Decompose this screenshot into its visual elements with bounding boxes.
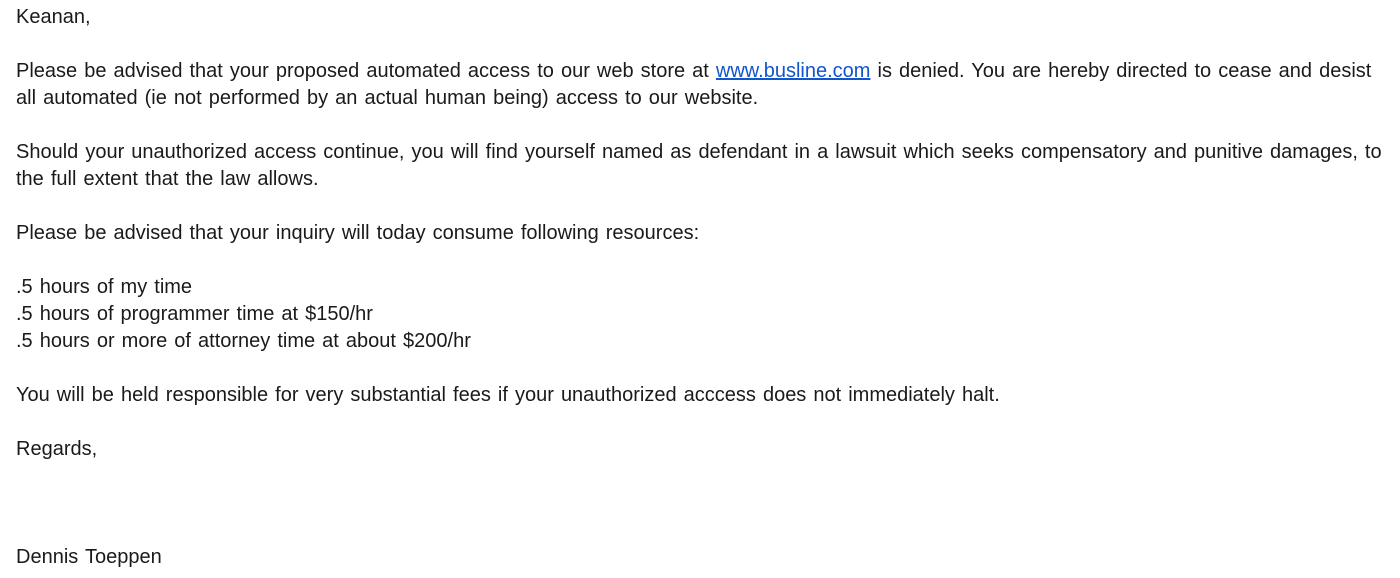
paragraph-fees-warning: You will be held responsible for very substantial fees if your unauthorized acccess does not immediately halt. <box>16 384 1000 406</box>
signature-spacer <box>16 490 1384 544</box>
list-item: .5 hours or more of attorney time at about $200/hr <box>16 330 471 352</box>
paragraph-access-denied-lead: Please be advised that your proposed automated access to our web store at <box>16 60 716 82</box>
list-item: .5 hours of my time <box>16 276 193 298</box>
list-item: .5 hours of programmer time at $150/hr <box>16 303 373 325</box>
website-link[interactable]: www.busline.com <box>715 60 871 82</box>
greeting: Keanan, <box>16 6 91 28</box>
closing: Regards, <box>16 438 98 460</box>
paragraph-lawsuit-warning: Should your unauthorized access continue, you will find yourself named as defendant in a lawsuit which seeks compensatory and punitive damages, to the full extent that the law allows. <box>16 141 1382 190</box>
resources-list <box>16 274 1384 355</box>
paragraph-access-denied-tail: is denied. You are hereby directed to cease and desist all automated (ie not performed by an actual human being) access to our website. <box>16 60 1372 109</box>
paragraph-access-denied <box>16 58 1384 112</box>
paragraph-resources-intro: Please be advised that your inquiry will today consume following resources: <box>16 222 700 244</box>
signature: Dennis Toeppen <box>16 546 162 568</box>
